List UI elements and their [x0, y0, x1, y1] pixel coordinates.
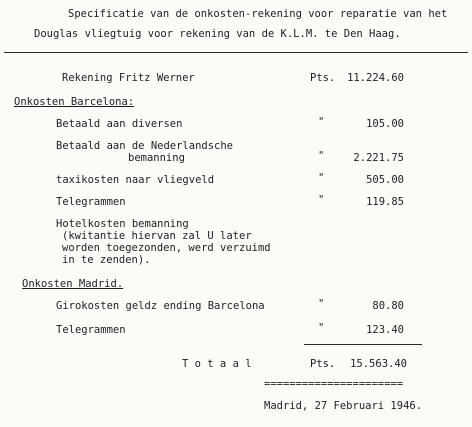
header-divider	[4, 52, 468, 53]
total-currency: Pts.	[310, 358, 336, 370]
barcelona-item-desc: taxikosten naar vliegveld	[56, 174, 215, 186]
madrid-item-desc: Girokosten geldz ending Barcelona	[56, 300, 265, 312]
barcelona-item-amount: 119.85	[366, 196, 404, 208]
barcelona-item-desc: Telegrammen	[56, 196, 126, 208]
hotel-note-2: worden toegezonden, werd verzuimd	[62, 242, 271, 254]
madrid-item-amount: 123.40	[366, 324, 404, 336]
barcelona-item-amount: 505.00	[366, 174, 404, 186]
total-amount: 15.563.40	[350, 358, 407, 370]
ditto-mark: "	[318, 194, 325, 206]
madrid-heading: Onkosten Madrid.	[22, 278, 124, 290]
ditto-mark: "	[318, 322, 325, 334]
place-date: Madrid, 27 Februari 1946.	[264, 400, 423, 412]
madrid-item-desc: Telegrammen	[56, 324, 126, 336]
ditto-mark: "	[318, 172, 325, 184]
ditto-mark: "	[318, 116, 325, 128]
hotel-note-3: in te zenden).	[62, 254, 151, 266]
account-label: Rekening Fritz Werner	[62, 72, 195, 84]
account-currency: Pts.	[310, 72, 336, 84]
barcelona-item-desc: Betaald aan de Nederlandsche	[56, 140, 234, 152]
header-line-1: Specificatie van de onkosten-rekening voor reparatie van het	[68, 8, 448, 20]
ditto-mark: "	[318, 298, 325, 310]
hotel-note-1: (kwitantie hiervan zal U later	[62, 230, 252, 242]
barcelona-item-amount: 2.221.75	[353, 152, 404, 164]
header-line-2: Douglas vliegtuig voor rekening van de K.L.M. te Den Haag.	[34, 28, 401, 40]
account-amount: 11.224.60	[347, 72, 404, 84]
barcelona-item-desc: Betaald aan diversen	[56, 118, 183, 130]
barcelona-item-desc-cont: bemanning	[128, 152, 185, 164]
total-label: T o t a a l	[182, 358, 252, 370]
hotel-desc: Hotelkosten bemanning	[56, 218, 189, 230]
ditto-mark: "	[318, 150, 325, 162]
total-divider	[304, 344, 422, 345]
madrid-item-amount: 80.80	[372, 300, 404, 312]
barcelona-heading: Onkosten Barcelona:	[14, 96, 135, 108]
barcelona-item-amount: 105.00	[366, 118, 404, 130]
total-double-rule: ======================	[264, 378, 404, 390]
